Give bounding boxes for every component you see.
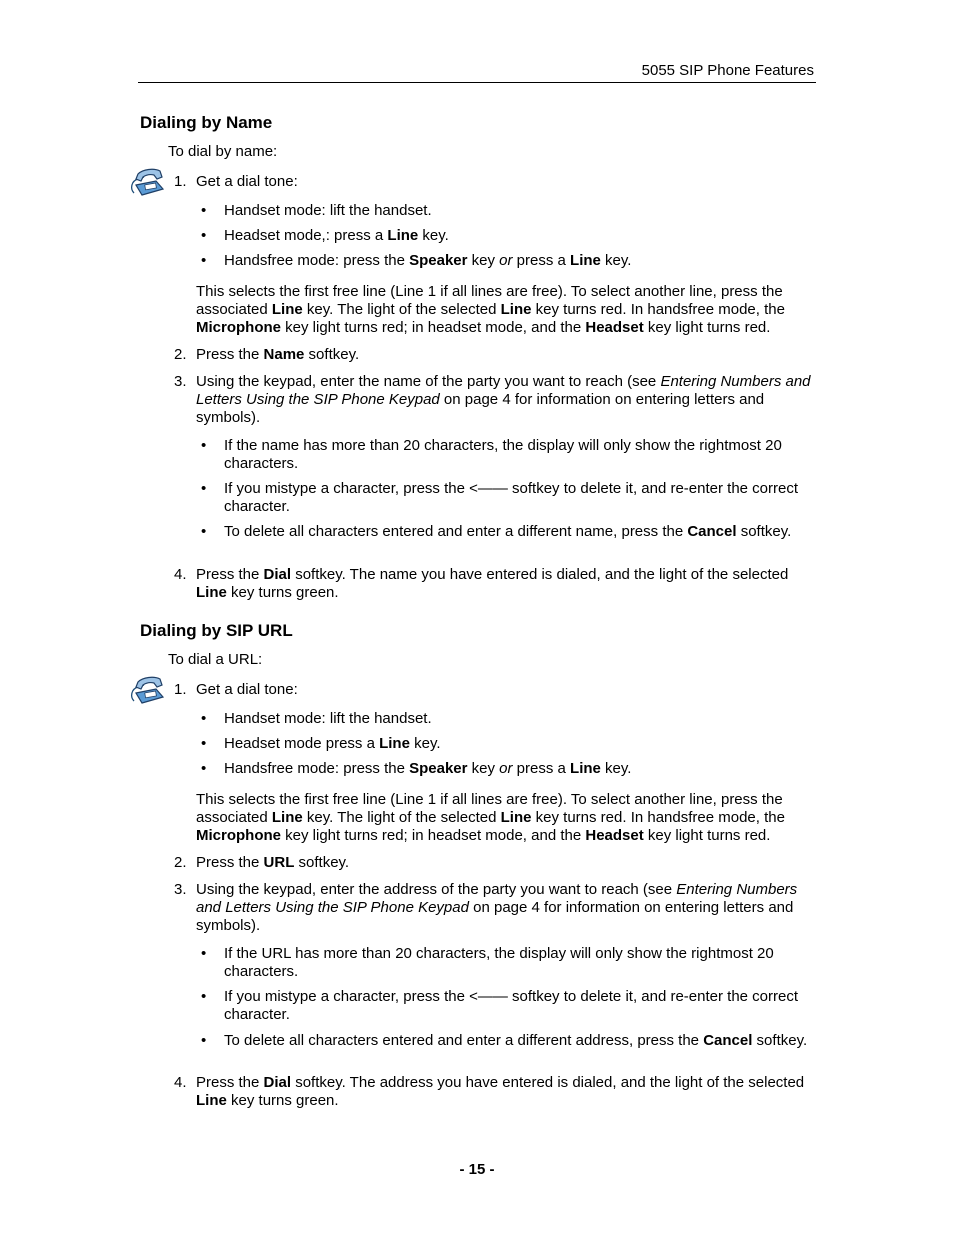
bullet-marker: • — [201, 710, 207, 727]
bullet-item: Handsfree mode: press the Speaker key or press a Line key. — [224, 760, 632, 777]
bullet-marker: • — [201, 227, 207, 244]
step-text: Get a dial tone: — [196, 173, 298, 190]
step-text: Press the Dial softkey. The address you have entered is dialed, and the light of the selected Line key turns green. — [196, 1074, 805, 1109]
bullet-item: Headset mode press a Line key. — [224, 735, 441, 752]
step-number: 4. — [174, 1074, 187, 1091]
bullet-item: Handsfree mode: press the Speaker key or press a Line key. — [224, 252, 632, 269]
step-number: 4. — [174, 566, 187, 583]
step-note: This selects the first free line (Line 1 if all lines are free). To select another line, press the associated Line key. The light of the selected Line key turns red. In handsfree mode, the Microphone key light turns red; in headset mode, and the Headset key light turns red. — [196, 283, 785, 336]
bullet-marker: • — [201, 523, 207, 540]
bullet-item: If you mistype a character, press the <—— softkey to delete it, and re-enter the correct character. — [224, 988, 799, 1023]
step-number: 2. — [174, 346, 187, 363]
bullet-marker: • — [201, 988, 207, 1005]
bullet-marker: • — [201, 252, 207, 269]
step-number: 1. — [174, 173, 187, 190]
bullet-item: If the URL has more than 20 characters, the display will only show the rightmost 20 characters. — [224, 945, 774, 980]
step-text: Press the Dial softkey. The name you have entered is dialed, and the light of the selected Line key turns green. — [196, 566, 789, 601]
section-heading-dialing-by-sip-url: Dialing by SIP URL — [140, 621, 293, 640]
bullet-marker: • — [201, 480, 207, 497]
bullet-item: If you mistype a character, press the <—— softkey to delete it, and re-enter the correct character. — [224, 480, 799, 515]
bullet-item: To delete all characters entered and enter a different name, press the Cancel softkey. — [224, 523, 792, 540]
bullet-marker: • — [201, 1032, 207, 1049]
bullet-item: To delete all characters entered and enter a different address, press the Cancel softkey. — [224, 1032, 808, 1049]
page-header — [138, 60, 816, 83]
step-text: Press the URL softkey. — [196, 854, 350, 871]
step-number: 3. — [174, 881, 187, 898]
bullet-marker: • — [201, 760, 207, 777]
header-title: 5055 SIP Phone Features — [641, 62, 814, 79]
step-note: This selects the first free line (Line 1 if all lines are free). To select another line, press the associated Line key. The light of the selected Line key turns red. In handsfree mode, the Microphone key light turns red; in headset mode, and the Headset key light turns red. — [196, 791, 785, 844]
bullet-item: Handset mode: lift the handset. — [224, 710, 432, 727]
section-heading-dialing-by-name: Dialing by Name — [140, 113, 273, 132]
bullet-item: Headset mode,: press a Line key. — [224, 227, 449, 244]
step-number: 1. — [174, 681, 187, 698]
bullet-item: Handset mode: lift the handset. — [224, 202, 432, 219]
bullet-marker: • — [201, 735, 207, 752]
bullet-marker: • — [201, 437, 207, 454]
bullet-item: If the name has more than 20 characters, the display will only show the rightmost 20 characters. — [224, 437, 782, 472]
section-lead: To dial a URL: — [168, 651, 263, 668]
step-text: Using the keypad, enter the address of the party you want to reach (see Entering Numbers and Letters Using the SIP Phone Keypad on page 4 for information on entering letters and symbols). — [196, 881, 798, 934]
step-text: Using the keypad, enter the name of the party you want to reach (see Entering Numbers and Letters Using the SIP Phone Keypad on page 4 for information on entering letters and symbols). — [196, 373, 811, 426]
step-number: 3. — [174, 373, 187, 390]
bullet-marker: • — [201, 202, 207, 219]
step-text: Get a dial tone: — [196, 681, 298, 698]
phone-icon — [126, 167, 168, 197]
phone-icon — [126, 675, 168, 705]
page-number: - 15 - — [459, 1161, 495, 1178]
step-text: Press the Name softkey. — [196, 346, 360, 363]
bullet-marker: • — [201, 945, 207, 962]
step-number: 2. — [174, 854, 187, 871]
section-lead: To dial by name: — [168, 143, 278, 160]
